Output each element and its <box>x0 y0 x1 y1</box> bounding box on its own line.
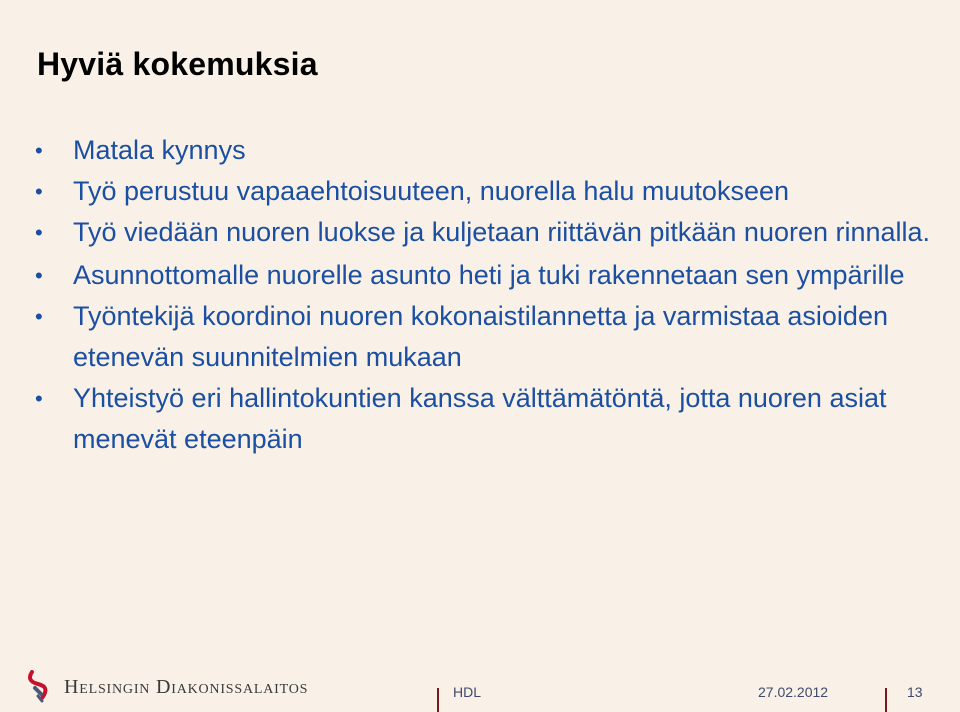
bullet-dot-icon: • <box>35 263 43 288</box>
bullet-text: Työ perustuu vapaaehtoisuuteen, nuorella halu muutokseen <box>73 176 790 206</box>
page-number: 13 <box>907 684 923 700</box>
bullet-dot-icon: • <box>35 179 43 204</box>
bullet-dot-icon: • <box>35 138 43 163</box>
slide-title: Hyviä kokemuksia <box>37 46 318 82</box>
organization-logo <box>26 668 346 704</box>
organization-name: Helsingin Diakonissalaitos <box>64 676 309 698</box>
bullet-item <box>33 130 933 171</box>
bullet-text: Työ viedään nuoren luokse ja kuljetaan riittävän pitkään nuoren rinnalla. <box>73 217 931 247</box>
hdl-logo-icon <box>26 668 58 704</box>
footer-date: 27.02.2012 <box>758 684 829 700</box>
footer-divider <box>885 688 887 712</box>
footer-org: HDL <box>453 684 482 700</box>
bullet-text: Asunnottomalle nuorelle asunto heti ja tuki rakennetaan sen ympärille <box>73 260 905 290</box>
bullet-list <box>33 130 933 460</box>
bullet-text: Yhteistyö eri hallintokuntien kanssa välttämätöntä, jotta nuoren asiat menevät eteenpäin <box>73 383 887 454</box>
bullet-text: Työntekijä koordinoi nuoren kokonaistilannetta ja varmistaa asioiden etenevän suunnitelmien mukaan <box>73 301 888 372</box>
footer-divider <box>437 688 439 712</box>
bullet-item <box>33 378 933 460</box>
bullet-item <box>33 296 933 378</box>
bullet-dot-icon: • <box>35 220 43 245</box>
bullet-dot-icon: • <box>35 304 43 329</box>
bullet-text: Matala kynnys <box>73 135 246 165</box>
slide-footer <box>0 660 960 712</box>
bullet-item <box>33 255 933 296</box>
bullet-item <box>33 212 933 253</box>
bullet-item <box>33 171 933 212</box>
bullet-dot-icon: • <box>35 386 43 411</box>
